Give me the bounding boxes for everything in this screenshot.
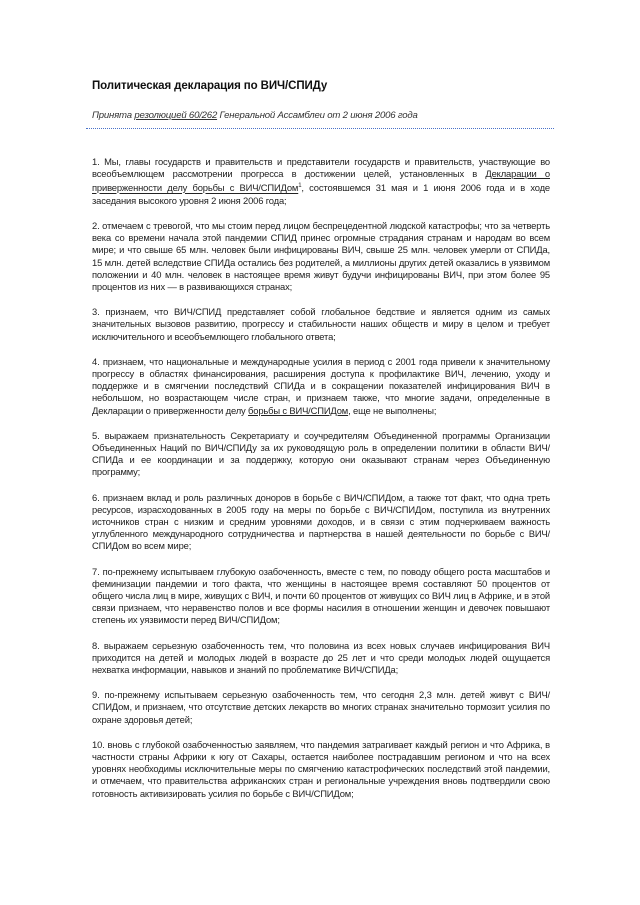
paragraph-text: 5. выражаем признательность Секретариату и соучредителям Объединенной программы Организации Объединенных Наций по ВИЧ/СПИДу за их руководящую роль в определении политики в области ВИЧ/СПИДа и ее координации и за поддержку, которую они оказывают странам через Объединенную программу; — [92, 429, 550, 478]
paragraph-text: 7. по-прежнему испытываем глубокую озабоченность, вместе с тем, по поводу общего роста масштабов и феминизации пандемии и того факта, что женщины в настоящее время составляют 50 процентов от общего числа лиц в мире, живущих с ВИЧ, и почти 60 процентов от живущих со ВИЧ лиц в Африке, и в этой связи признаем, что неравенство полов и все формы насилия в отношении женщин и девочек повышают степень их уязвимости перед ВИЧ/СПИДом; — [92, 565, 550, 626]
paragraph-text: , состоявшемся 31 мая и 1 июня 2006 года и в ходе заседания высокого уровня 2 июня 2006 года; — [92, 182, 550, 206]
paragraph-text: , еще не выполнены; — [348, 404, 437, 416]
page-title: Политическая декларация по ВИЧ/СПИДу — [92, 80, 328, 92]
document-body — [92, 156, 550, 813]
paragraph-text: 4. признаем, что национальные и международные усилия в период с 2001 года привели к значительному прогрессу в областях финансирования, расширения доступа к профилактике ВИЧ, лечению, уходу и поддержке и в смягчении последствий СПИДа и в сокращении показателей инфицирования ВИЧ в небольшом, но возрастающем числе стран, и признаем также, что многие задачи, определенные в Декларации о приверженности делу — [92, 355, 550, 416]
paragraph-text: 1. Мы, главы государств и правительств и представители государств и правительств, участвующие во всеобъемлющем рассмотрении прогресса в достижении целей, установленных в — [92, 156, 550, 180]
declaration-link[interactable]: Декларации о приверженности делу борьбы с ВИЧ/СПИДом — [92, 168, 550, 194]
paragraph-8 — [92, 640, 550, 677]
paragraph-7 — [92, 566, 550, 627]
paragraph-text: 10. вновь с глубокой озабоченностью заявляем, что пандемия затрагивает каждый регион и что Африка, в частности страны Африки к югу от Сахары, остается наиболее пострадавшим регионом и что на всех уровнях необходимы исключительные меры по смягчению катастрофических последствий этой пандемии, и отмечаем, что правительства африканских стран и региональные учреждения вновь подтвердили свою готовность активизировать усилия по борьбе с ВИЧ/СПИДом; — [92, 738, 550, 799]
paragraph-4 — [92, 356, 550, 417]
document-subtitle — [92, 110, 548, 121]
paragraph-3 — [92, 306, 550, 343]
subtitle-suffix: Генеральной Ассамблеи от 2 июня 2006 года — [217, 110, 418, 121]
paragraph-2 — [92, 220, 550, 293]
paragraph-9 — [92, 689, 550, 726]
paragraph-text: 9. по-прежнему испытываем серьезную озабоченность тем, что сегодня 2,3 млн. детей живут с ВИЧ/СПИДом, и признаем, что отсутствие детских лекарств во многих странах значительно тормозит усилия по охране здоровья детей; — [92, 689, 550, 725]
paragraph-5 — [92, 430, 550, 479]
paragraph-text: 3. признаем, что ВИЧ/СПИД представляет собой глобальное бедствие и является одним из самых значительных вызовов развитию, прогрессу и стабильности наших обществ и миру в целом и требует исключительного и всеобъемлющего глобального ответа; — [92, 306, 550, 342]
header-divider — [86, 128, 554, 129]
paragraph-text: 8. выражаем серьезную озабоченность тем, что половина из всех новых случаев инфицирования ВИЧ приходится на детей и молодых людей в возрасте до 25 лет и что среди молодых людей ощущается нехватка информации, навыков и знаний по проблематике ВИЧ/СПИДа; — [92, 639, 550, 676]
paragraph-text: 6. признаем вклад и роль различных доноров в борьбе с ВИЧ/СПИДом, а также тот факт, что одна треть ресурсов, израсходованных в 2005 году на меры по борьбе с ВИЧ/СПИДом, поступила из внутренних источников стран с низким и средним уровнями доходов, и в связи с этим подчеркиваем важность углубленного международного сотрудничества и партнерства в нашей деятельности по борьбе с ВИЧ/СПИДом во всем мире; — [92, 491, 550, 552]
document-header — [92, 80, 548, 121]
hiv-aids-link[interactable]: борьбы с ВИЧ/СПИДом — [248, 404, 349, 416]
paragraph-6 — [92, 492, 550, 553]
footnote-marker[interactable]: 1 — [298, 183, 302, 190]
paragraph-text: 2. отмечаем с тревогой, что мы стоим перед лицом беспрецедентной людской катастрофы; что за четверть века со времени начала этой пандемии СПИД принес огромные страдания странам и народам во всем мире; и что свыше 65 млн. человек были инфицированы ВИЧ, свыше 25 млн. человек умерли от СПИДа, 15 млн. детей вследствие СПИДа остались без родителей, а миллионы других детей оказались в уязвимом положении и 40 млн. человек в настоящее время живут будучи инфицированы ВИЧ, при этом более 95 процентов из них — в развивающихся странах; — [92, 219, 550, 292]
paragraph-1 — [92, 156, 550, 207]
resolution-link[interactable]: резолюцией 60/262 — [134, 110, 218, 121]
subtitle-prefix: Принята — [92, 110, 135, 121]
paragraph-10 — [92, 739, 550, 800]
